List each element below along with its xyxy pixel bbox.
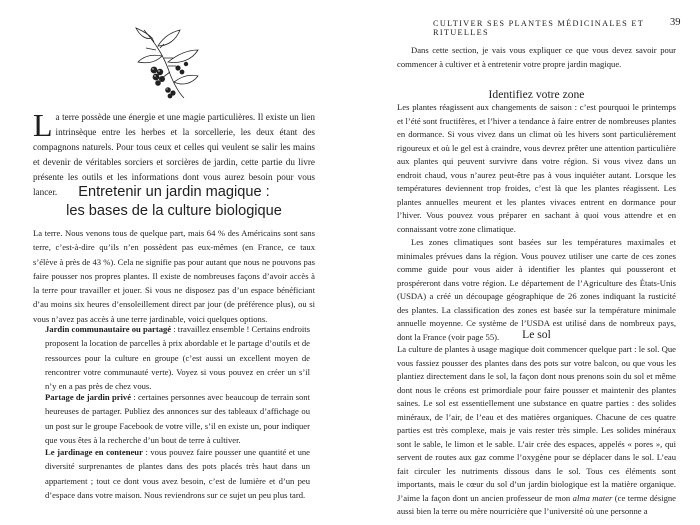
option-private-garden [45, 390, 310, 447]
drop-cap: L [33, 107, 53, 143]
section-intro-text: Dans cette section, je vais vous expliquer ce que vous devez savoir pour commencer à cultiver et à entretenir votre propre jardin magique. [397, 45, 676, 69]
option-paragraph [45, 390, 310, 447]
option-text: : vous pouvez faire pousser une quantité et une diversité surprenantes de plantes dans des pots placés très haut dans un appartement ; tout ce dont vous avez besoin, c’est de lumière et d’un peu d’espace dans votre maison. Nous reviendrons sur ce sujet un peu plus tard. [45, 447, 310, 500]
soil-paragraph [397, 343, 676, 519]
option-term: Le jardinage en conteneur [45, 447, 143, 457]
option-text: : certaines personnes avec beaucoup de terrain sont heureuses de partager. Publiez des annonces sur des tableaux d’affichage ou un post sur le groupe Facebook de votre ville, s’il en existe un, pour indiquer que vous êtes à la recherche d’un bout de terre à cultiver. [45, 392, 310, 445]
body-paragraph: La terre. Nous venons tous de quelque part, mais 64 % des Américains sont sans terre, c’est-à-dire qu’ils n’en possèdent pas eux-mêmes (en France, ce taux s’élève à près de 43 %). Cela ne signifie pas pour autant que nous ne pouvons pas faire pousser nos propres plantes. Il existe de nombreuses façons d’avoir accès à la terre pour travailler et jouer. Si vous ne disposez pas d’un espace bénéficiant d’au moins six heures d’ensoleillement direct par jour (de préférence plus), ou si vous n’avez pas accès à une terre jardinable, voici quelques options. [33, 228, 315, 324]
section-title-line-2: les bases de la culture biologique [66, 203, 282, 219]
section-title-line-1: Entretenir un jardin magique : [78, 184, 270, 200]
section-intro [397, 44, 676, 71]
soil-text-end: (ce terme désigne aussi bien la terre ou mère nourricière que l’université où une personne a [397, 492, 676, 516]
option-paragraph [45, 445, 310, 502]
option-text: : travaillez ensemble ! Certains endroits proposent la location de parcelles à prix abordable et le partage d’outils et de ressources pour la culture en groupe (c’est aussi un excellent moyen de rencontrer votre communauté verte). Voyez si vous pouvez en créer un s’il n’y en a pas près de chez vous. [45, 324, 311, 392]
section-title [33, 183, 315, 221]
soil-alma-mater: alma mater [572, 492, 613, 503]
option-container-gardening [45, 445, 310, 502]
botanical-illustration-icon [134, 22, 202, 102]
zone-paragraph-1: Les plantes réagissent aux changements de saison : c’est pourquoi le printemps et l’été sont fructifères, et l’hiver a tendance à faire entrer de nombreuses plantes en dormance. Si vous vivez dans un climat où les hivers sont particulièrement rigoureux et où le gel est à craindre, vous devrez prêter une attention particulière aux plantes qui peuvent survivre dans votre région. Si vous vivez dans un endroit chaud, vous n’aurez peut-être pas à vous inquiéter autant. Lorsque les températures deviennent trop froides, c’est là que les plantes réagissent. Les plantes annuelles meurent et les plantes vivaces entrent en dormance pour l’hiver. Vous pouvez vous préparer en sachant à quoi vous attendre et en connaissant votre zone climatique. [397, 102, 676, 234]
option-term: Partage de jardin privé [45, 392, 132, 402]
right-page [350, 0, 700, 525]
zone-paragraphs [397, 101, 676, 344]
zone-paragraph-2: Les zones climatiques sont basées sur les températures maximales et minimales prévues dans la région. Vous pouvez utiliser une carte de ces zones comme guide pour vous aider à identifier les plantes qui pousseront et prospéreront dans votre région. Le département de l’Agriculture des États-Unis (USDA) a créé un découpage géographique de 26 zones indiquant la rusticité des plantes. La classification des zones est basée sur la température minimale annuelle moyenne. Ce système de l’USDA est utilisé dans de nombreux pays, dont la France (voir page 55). [397, 237, 676, 342]
option-paragraph [45, 322, 310, 393]
intro-text: a terre possède une énergie et une magie particulières. Il existe un lien intrinsèque entre les herbes et la sorcellerie, les deux étant des compagnons naturels. Pour tous ceux et celles qui veulent se salir les mains et devenir de véritables sorciers et sorcières de jardin, cette partie du livre présente les outils et les informations dont vous aurez besoin pour vous lancer. [33, 112, 315, 197]
soil-heading: Le sol [522, 328, 551, 341]
soil-text: La culture de plantes à usage magique doit commencer quelque part : le sol. Que vous fassiez pousser des plantes dans des pots sur votre balcon, ou que vous les plantiez directement dans le sol, la façon dont nous prenons soin du sol et même dont nous le créons est primordiale pour faire pousser et maintenir des plantes saines. Le sol est essentiellement une substance en quatre parties : des solides minéraux, de l’air, de l’eau et des matières organiques. Chacune de ces quatre parties est très complexe, mais je vais rester très simple. Les solides minéraux sont le sable, le limon et le sable. L’air crée des espaces, appelés « pores », qui servent de routes aux gaz comme l’oxygène pour se déplacer dans le sol. L’eau fait circuler les nutriments dissous dans le sol. Tous ces éléments sont importants, mais le cœur du sol d’un jardin biologique est la matière organique. J’aime la façon dont un ancien professeur de mon [397, 344, 676, 503]
page-number: 39 [670, 17, 681, 28]
option-term: Jardin communautaire ou partagé [45, 324, 172, 334]
running-head: CULTIVER SES PLANTES MÉDICINALES ET RITUELLES [433, 19, 644, 37]
option-community-garden [45, 322, 310, 393]
zone-heading: Identifiez votre zone [488, 88, 585, 101]
